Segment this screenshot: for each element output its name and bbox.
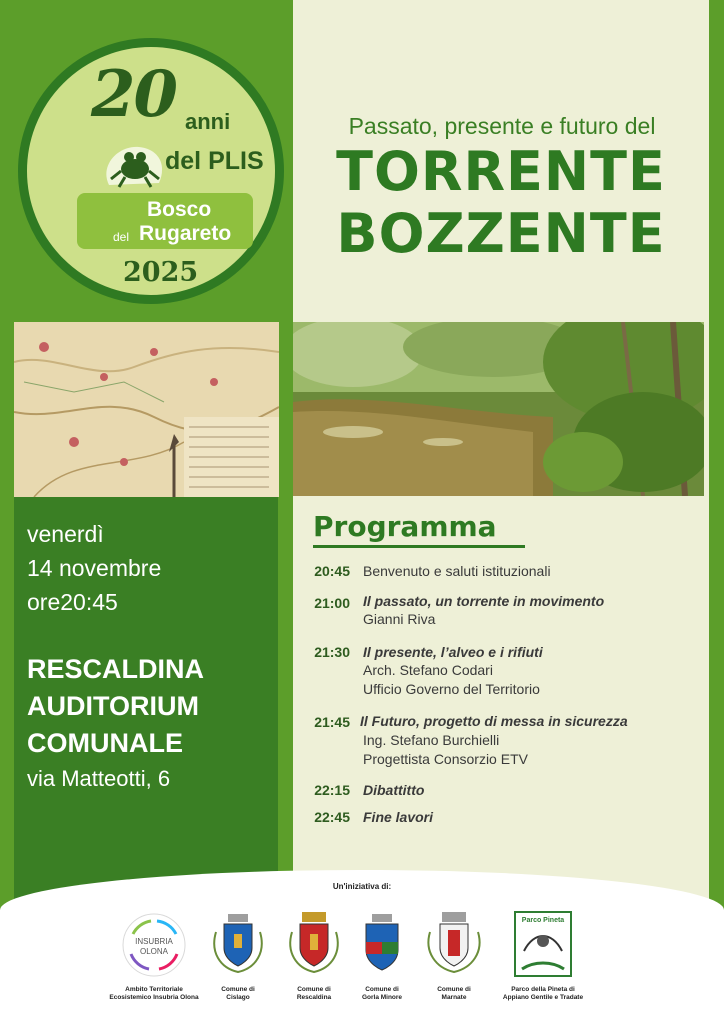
program-time: 22:15 — [314, 782, 350, 798]
program-item-title: Benvenuto e saluti istituzionali — [363, 563, 551, 579]
parco-pineta-logo — [514, 911, 572, 977]
logo-label-parco-pineta: Parco della Pineta di Appiano Gentile e Tradate — [502, 986, 584, 1001]
program-item-role: Ufficio Governo del Territorio — [363, 681, 540, 697]
program-item-title: Il Futuro, progetto di messa in sicurezza — [360, 713, 628, 729]
badge-del: del — [113, 230, 130, 244]
venue-address: via Matteotti, 6 — [27, 766, 171, 791]
olona-logo-text: OLONA — [139, 947, 169, 956]
program-time: 21:45 — [314, 714, 350, 730]
logo-label-insubria: Ambito Territoriale Ecosistemico Insubria Olona — [109, 986, 199, 1001]
insubria-olona-logo — [121, 912, 187, 978]
logo-label-gorla-minore: Comune di Gorla Minore — [361, 986, 403, 1001]
title-subtitle: Passato, presente e futuro del — [348, 113, 656, 139]
program-item-role: Progettista Consorzio ETV — [363, 751, 528, 767]
program-title: Programma — [313, 510, 497, 543]
program-item-speaker: Ing. Stefano Burchielli — [363, 732, 500, 748]
badge-bosco: Bosco — [147, 198, 212, 221]
rescaldina-coat-of-arms-icon — [286, 910, 342, 976]
badge-del-plis: del PLIS — [165, 147, 264, 175]
program-time: 20:45 — [314, 563, 350, 579]
insubria-logo-text: INSUBRIA — [135, 937, 173, 946]
program-time: 21:00 — [314, 595, 350, 611]
program-item-title: Il presente, l’alveo e i rifiuti — [363, 644, 543, 660]
title-bozzente: BOZZENTE — [336, 202, 666, 265]
title-torrente: TORRENTE — [336, 140, 666, 203]
gorla-minore-coat-of-arms-icon — [360, 912, 404, 976]
event-time: ore20:45 — [27, 589, 118, 615]
logo-label-marnate: Comune di Marnate — [437, 986, 471, 1001]
program-item-title: Dibattitto — [363, 782, 425, 798]
venue-name-line1: AUDITORIUM — [27, 691, 199, 721]
badge-rugareto: Rugareto — [139, 222, 232, 245]
logo-label-rescaldina: Comune di Rescaldina — [296, 986, 332, 1001]
program-time: 22:45 — [314, 809, 350, 825]
cislago-coat-of-arms-icon — [210, 912, 266, 976]
badge-number: 20 — [91, 57, 177, 132]
event-date: 14 novembre — [27, 555, 162, 581]
stream-photo — [293, 322, 704, 496]
program-item-title: Fine lavori — [363, 809, 434, 825]
program-title-underline — [313, 545, 525, 548]
initiative-label: Un'iniziativa di: — [332, 882, 392, 891]
logo-label-cislago: Comune di Cislago — [221, 986, 255, 1001]
right-edge-strip — [709, 0, 724, 1024]
venue-city: RESCALDINA — [27, 654, 205, 684]
pineta-logo-text: Parco Pineta — [521, 917, 565, 924]
anniversary-badge — [18, 38, 284, 304]
badge-year: 2025 — [123, 257, 199, 288]
program-item-speaker: Gianni Riva — [363, 611, 436, 627]
frog-icon — [99, 135, 169, 195]
badge-anni: anni — [185, 109, 231, 134]
marnate-coat-of-arms-icon — [424, 910, 484, 976]
program-item-speaker: Arch. Stefano Codari — [363, 662, 493, 678]
event-day: venerdì — [27, 521, 104, 547]
program-time: 21:30 — [314, 644, 350, 660]
historic-map-image — [14, 322, 279, 497]
venue-name-line2: COMUNALE — [27, 728, 183, 758]
program-item-title: Il passato, un torrente in movimento — [363, 593, 605, 609]
